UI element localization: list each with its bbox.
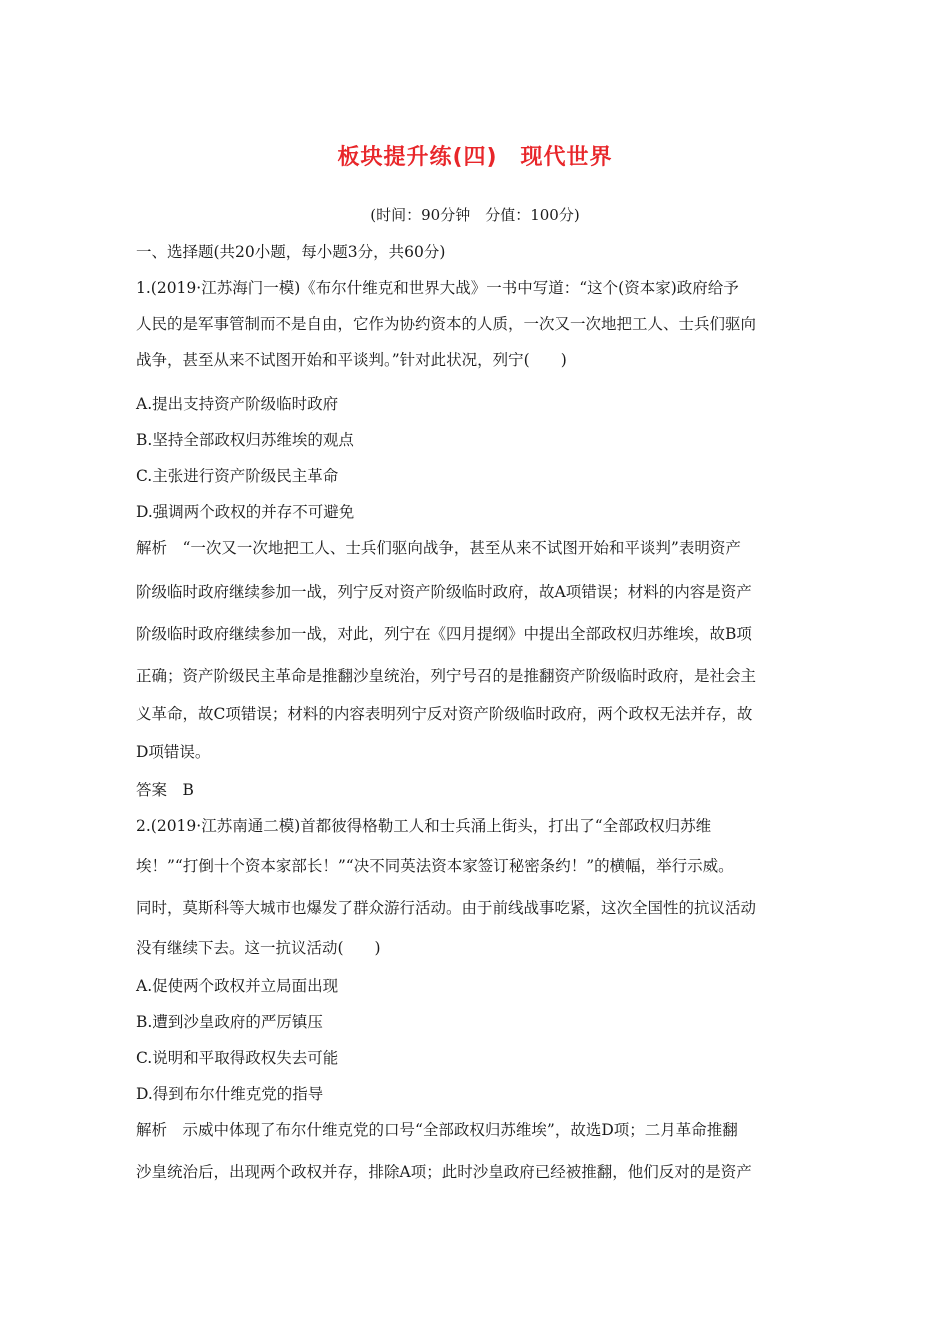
q2-option-c: C.说明和平取得政权失去可能 <box>136 1049 339 1067</box>
q1-analysis-line-1: 解析 “一次又一次地把工人、士兵们驱向战争，甚至从来不试图开始和平谈判”表明资产 <box>136 539 741 557</box>
q2-option-b: B.遭到沙皇政府的严厉镇压 <box>136 1013 323 1031</box>
q1-stem-line-3: 战争，甚至从来不试图开始和平谈判。”针对此状况，列宁( ) <box>136 351 567 369</box>
q2-stem-line-1: 2.(2019·江苏南通二模)首都彼得格勒工人和士兵涌上街头，打出了“全部政权归苏维 <box>136 817 712 835</box>
q1-option-c: C.主张进行资产阶级民主革命 <box>136 467 339 485</box>
q1-analysis-line-5: 义革命，故C项错误；材料的内容表明列宁反对资产阶级临时政府，两个政权无法并存，故 <box>136 705 753 723</box>
q2-stem-line-4: 没有继续下去。这一抗议活动( ) <box>136 939 381 957</box>
q1-option-a: A.提出支持资产阶级临时政府 <box>136 395 339 413</box>
page-title: 板块提升练(四) 现代世界 <box>337 145 613 170</box>
q1-analysis-line-6: D项错误。 <box>136 743 211 761</box>
q1-stem-line-2: 人民的是军事管制而不是自由，它作为协约资本的人质，一次又一次地把工人、士兵们驱向 <box>136 315 757 333</box>
q2-analysis-line-2: 沙皇统治后，出现两个政权并存，排除A项；此时沙皇政府已经被推翻，他们反对的是资产 <box>136 1163 752 1181</box>
q1-answer: 答案 B <box>136 781 194 799</box>
q2-stem-line-3: 同时，莫斯科等大城市也爆发了群众游行活动。由于前线战事吃紧，这次全国性的抗议活动 <box>136 899 757 917</box>
q1-analysis-line-4: 正确；资产阶级民主革命是推翻沙皇统治，列宁号召的是推翻资产阶级临时政府，是社会主 <box>136 667 757 685</box>
q1-option-d: D.强调两个政权的并存不可避免 <box>136 503 355 521</box>
q2-option-d: D.得到布尔什维克党的指导 <box>136 1085 324 1103</box>
q1-analysis-line-3: 阶级临时政府继续参加一战，对此，列宁在《四月提纲》中提出全部政权归苏维埃，故B项 <box>136 625 752 643</box>
section-heading: 一、选择题(共20小题，每小题3分，共60分) <box>136 243 446 261</box>
q1-analysis-line-2: 阶级临时政府继续参加一战，列宁反对资产阶级临时政府，故A项错误；材料的内容是资产 <box>136 583 752 601</box>
q1-option-b: B.坚持全部政权归苏维埃的观点 <box>136 431 354 449</box>
q2-option-a: A.促使两个政权并立局面出现 <box>136 977 339 995</box>
q2-analysis-line-1: 解析 示威中体现了布尔什维克党的口号“全部政权归苏维埃”，故选D项；二月革命推翻 <box>136 1121 738 1139</box>
page-subtitle: (时间：90分钟 分值：100分) <box>370 206 580 224</box>
q1-stem-line-1: 1.(2019·江苏海门一模)《布尔什维克和世界大战》一书中写道：“这个(资本家)政府给予 <box>136 279 739 297</box>
q2-stem-line-2: 埃！”“打倒十个资本家部长！”“决不同英法资本家签订秘密条约！”的横幅，举行示威。 <box>136 857 734 875</box>
